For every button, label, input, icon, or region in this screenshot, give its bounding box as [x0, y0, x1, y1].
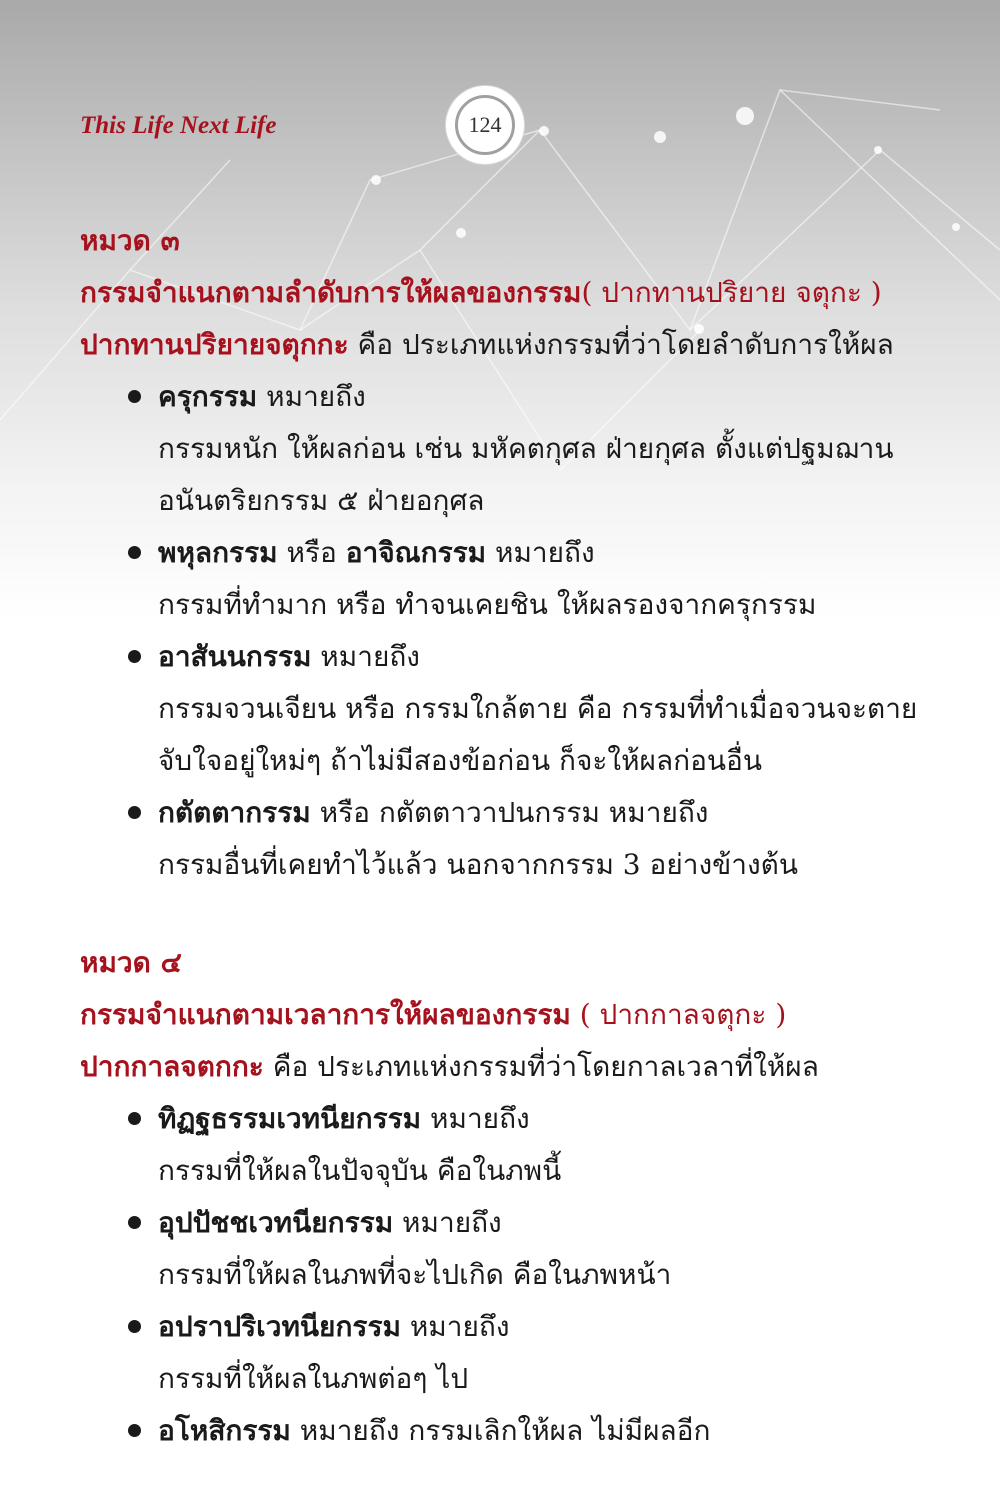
item-description: กรรมที่ให้ผลในปัจจุบัน คือในภพนี้ [158, 1154, 562, 1187]
item-list [80, 371, 950, 891]
item-label: หมายถึง [486, 536, 595, 569]
item-term: อุปปัชชเวทนียกรรม [158, 1206, 394, 1239]
item-label: หมายถึง [257, 380, 366, 413]
section-title-paren: ( ปากทานปริยาย จตุกะ ) [581, 276, 882, 309]
item-term: กตัตตากรรม [158, 796, 311, 829]
item-description: กรรมหนัก ให้ผลก่อน เช่น มหัคตกุศล ฝ่ายกุศล ตั้งแต่ปฐมฌาน [158, 432, 894, 465]
item-description: อนันตริยกรรม ๕ ฝ่ายอกุศล [158, 484, 485, 517]
section-heading: หมวด ๔ [80, 946, 182, 979]
item-label: หมายถึง [421, 1102, 530, 1135]
item-description: กรรมที่ให้ผลในภพต่อๆ ไป [158, 1362, 469, 1395]
section-3 [80, 215, 950, 891]
item-connector: หรือ กตัตตาวาปนกรรม [310, 796, 600, 829]
running-header: This Life Next Life [80, 112, 277, 139]
item-term: ทิฏฐธรรมเวทนียกรรม [158, 1102, 422, 1135]
section-title [80, 989, 950, 1041]
item-term: อปราปริเวทนียกรรม [158, 1310, 401, 1343]
item-description: กรรมที่ให้ผลในภพที่จะไปเกิด คือในภพหน้า [158, 1258, 672, 1291]
section-4 [80, 937, 950, 1457]
section-spacer [80, 891, 950, 937]
section-intro [80, 1041, 950, 1093]
list-item [128, 1197, 950, 1249]
page-number-badge [446, 86, 524, 164]
list-item [128, 631, 950, 683]
item-description: จับใจอยู่ใหม่ๆ ถ้าไม่มีสองข้อก่อน ก็จะให้ผลก่อนอื่น [158, 744, 762, 777]
item-list [80, 1093, 950, 1457]
bullet-icon [128, 390, 141, 403]
item-term: อาสันนกรรม [158, 640, 312, 673]
item-term: อโหสิกรรม [158, 1414, 291, 1447]
section-title-text: กรรมจำแนกตามลำดับการให้ผลของกรรม [80, 276, 582, 309]
bullet-icon [128, 546, 141, 559]
item-label: หมายถึง กรรมเลิกให้ผล ไม่มีผลอีก [290, 1414, 711, 1447]
bullet-icon [128, 1112, 141, 1125]
section-intro [80, 319, 950, 371]
page-number: 124 [455, 95, 515, 155]
bullet-icon [128, 650, 141, 663]
item-description: กรรมที่ทำมาก หรือ ทำจนเคยชิน ให้ผลรองจากครุกรรม [158, 588, 817, 621]
bullet-icon [128, 1216, 141, 1229]
item-label: หมายถึง [393, 1206, 502, 1239]
section-title [80, 267, 950, 319]
section-intro-text: คือ ประเภทแห่งกรรมที่ว่าโดยลำดับการให้ผล [348, 328, 894, 361]
section-heading: หมวด ๓ [80, 224, 180, 257]
item-description: กรรมจวนเจียน หรือ กรรมใกล้ตาย คือ กรรมที่ทำเมื่อจวนจะตาย [158, 692, 918, 725]
section-intro-term: ปากทานปริยายจตุกกะ [80, 328, 349, 361]
page-content [80, 215, 950, 1457]
list-item [128, 1093, 950, 1145]
item-label: หมายถึง [400, 1310, 510, 1343]
list-item [128, 1301, 950, 1353]
section-title-paren: ( ปากกาลจตุกะ ) [570, 998, 787, 1031]
item-term: พหุลกรรม [158, 536, 278, 569]
list-item [128, 527, 950, 579]
bullet-icon [128, 1320, 141, 1333]
section-intro-term: ปากกาลจตกกะ [80, 1050, 264, 1083]
item-connector: หรือ [277, 536, 346, 569]
section-intro-text: คือ ประเภทแห่งกรรมที่ว่าโดยกาลเวลาที่ให้ผล [263, 1050, 819, 1083]
list-item [128, 371, 950, 423]
item-term-2: อาจิณกรรม [345, 536, 487, 569]
list-item [128, 1405, 950, 1457]
bullet-icon [128, 1424, 141, 1437]
section-title-text: กรรมจำแนกตามเวลาการให้ผลของกรรม [80, 998, 571, 1031]
item-term: ครุกรรม [158, 380, 258, 413]
item-label: หมายถึง [599, 796, 709, 829]
item-description: กรรมอื่นที่เคยทำไว้แล้ว นอกจากกรรม 3 อย่างข้างต้น [158, 848, 798, 881]
item-label: หมายถึง [311, 640, 420, 673]
list-item [128, 787, 950, 839]
bullet-icon [128, 806, 141, 819]
